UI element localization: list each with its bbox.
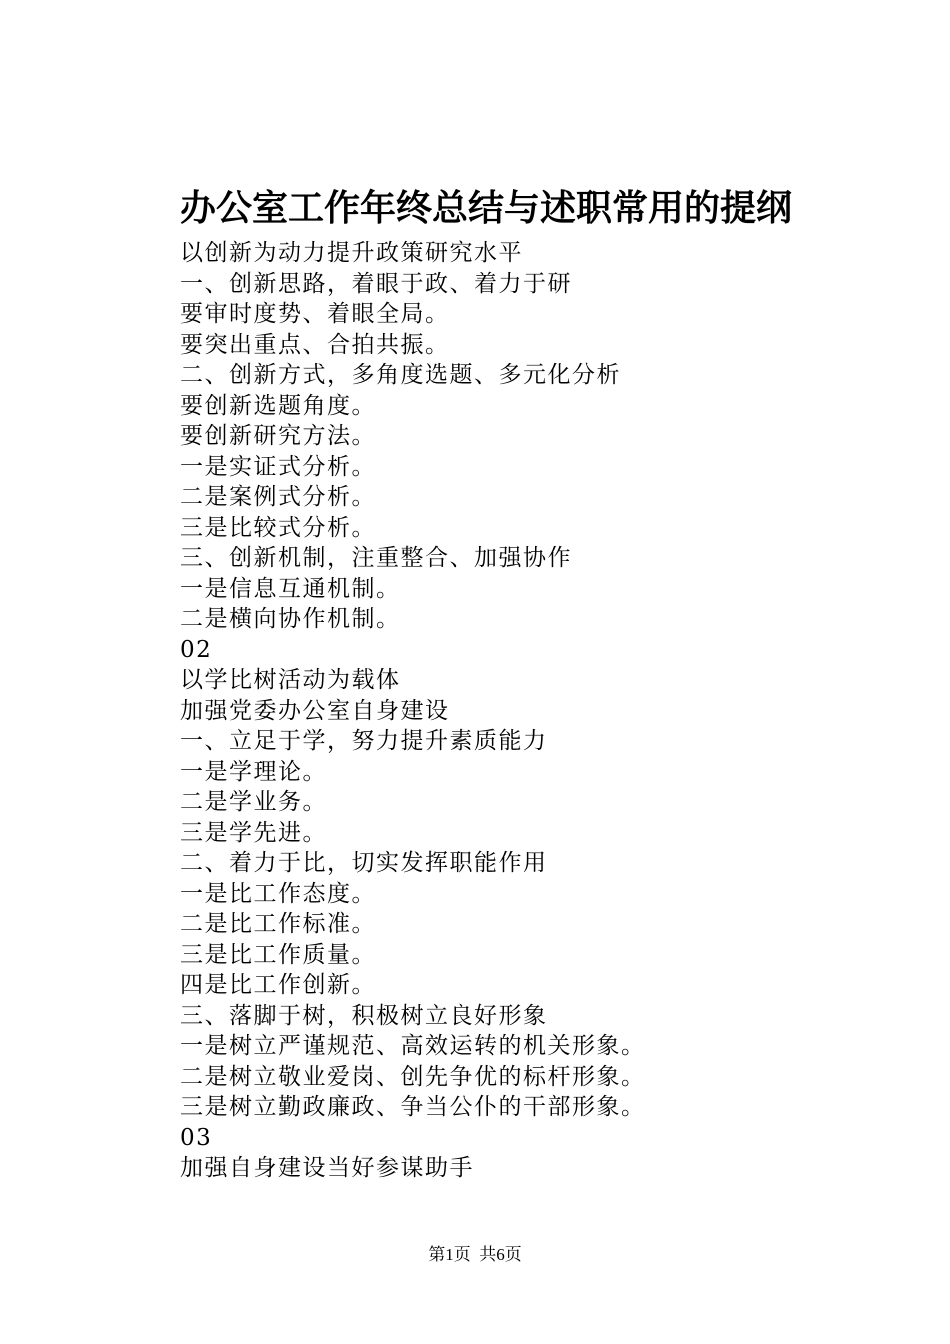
body-line: 三是比较式分析。 xyxy=(180,514,376,541)
body-line: 一是实证式分析。 xyxy=(180,453,376,480)
page-footer: 第1页 共6页 xyxy=(428,1245,522,1264)
body-line: 加强自身建设当好参谋助手 xyxy=(180,1155,474,1181)
body-line: 一是信息互通机制。 xyxy=(180,575,401,602)
body-line: 一、立足于学，努力提升素质能力 xyxy=(180,728,548,754)
body-line: 三是学先进。 xyxy=(180,819,327,846)
document-title: 办公室工作年终总结与述职常用的提纲 xyxy=(180,188,793,229)
body-line: 以创新为动力提升政策研究水平 xyxy=(180,240,523,266)
body-line: 三是比工作质量。 xyxy=(180,941,376,968)
body-line: 以学比树活动为载体 xyxy=(180,667,401,693)
body-line: 要审时度势、着眼全局。 xyxy=(180,301,450,327)
body-line: 二是案例式分析。 xyxy=(180,484,376,510)
body-line: 二是比工作标准。 xyxy=(180,911,376,937)
body-line: 二是横向协作机制。 xyxy=(180,606,401,632)
body-line: 四是比工作创新。 xyxy=(180,972,376,998)
body-line: 二、着力于比，切实发挥职能作用 xyxy=(180,850,548,876)
section-number: 02 xyxy=(180,636,213,663)
section-number: 03 xyxy=(180,1124,213,1151)
document-body xyxy=(180,238,880,1184)
body-line: 一、创新思路，着眼于政、着力于研 xyxy=(180,270,572,297)
body-line: 一是学理论。 xyxy=(180,758,327,785)
body-line: 加强党委办公室自身建设 xyxy=(180,697,450,724)
body-line: 二、创新方式，多角度选题、多元化分析 xyxy=(180,362,621,388)
body-line: 二是学业务。 xyxy=(180,789,327,815)
body-line: 要创新选题角度。 xyxy=(180,392,376,419)
body-line: 一是比工作态度。 xyxy=(180,880,376,907)
body-line: 要创新研究方法。 xyxy=(180,423,376,449)
body-line: 要突出重点、合拍共振。 xyxy=(180,331,450,358)
body-line: 三、创新机制，注重整合、加强协作 xyxy=(180,545,572,571)
body-line: 三是树立勤政廉政、争当公仆的干部形象。 xyxy=(180,1094,646,1120)
body-line: 二是树立敬业爱岗、创先争优的标杆形象。 xyxy=(180,1063,646,1090)
body-line: 三、落脚于树，积极树立良好形象 xyxy=(180,1002,548,1029)
body-line: 一是树立严谨规范、高效运转的机关形象。 xyxy=(180,1033,646,1059)
